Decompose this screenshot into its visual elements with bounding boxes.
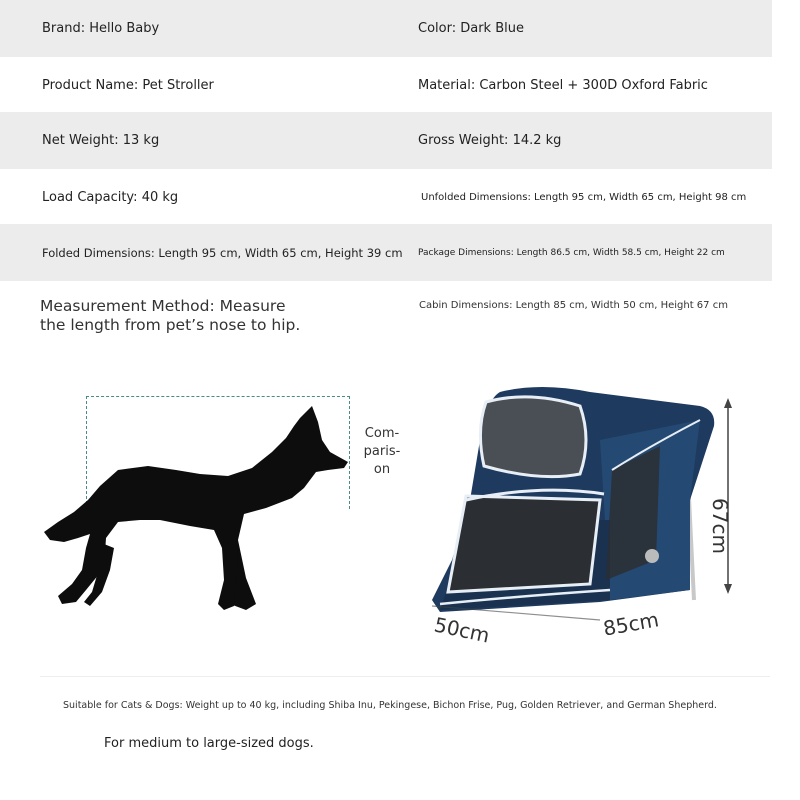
unfolded-dimensions-spec: Unfolded Dimensions: Length 95 cm, Width 65 cm, Height 98 cm	[421, 192, 747, 203]
brand-spec: Brand: Hello Baby	[42, 21, 160, 36]
cabin-dimensions-spec: Cabin Dimensions: Length 85 cm, Width 50 cm, Height 67 cm	[419, 300, 728, 311]
color-spec: Color: Dark Blue	[418, 21, 524, 36]
height-dimension-label: 67cm	[708, 498, 732, 554]
length-dimension-label: 85cm	[601, 607, 661, 641]
comparison-label: Com- paris- on	[363, 426, 401, 477]
dog-silhouette-icon	[44, 406, 348, 610]
net-weight-spec: Net Weight: 13 kg	[42, 133, 160, 148]
pet-stroller-cabin-icon	[432, 387, 732, 620]
suitable-for-text: Suitable for Cats & Dogs: Weight up to 40 kg, including Shiba Inu, Pekingese, Bichon Frise, Pug, Golden Retriever, and German Shepherd.	[63, 700, 717, 711]
dog-size-note: For medium to large-sized dogs.	[104, 736, 314, 751]
gross-weight-spec: Gross Weight: 14.2 kg	[418, 133, 562, 148]
load-capacity-spec: Load Capacity: 40 kg	[42, 190, 179, 205]
product-name-spec: Product Name: Pet Stroller	[42, 78, 214, 93]
folded-dimensions-spec: Folded Dimensions: Length 95 cm, Width 65 cm, Height 39 cm	[42, 245, 403, 260]
width-dimension-label: 50cm	[432, 612, 492, 648]
section-divider	[40, 676, 770, 677]
material-spec: Material: Carbon Steel + 300D Oxford Fabric	[418, 78, 708, 93]
package-dimensions-spec: Package Dimensions: Length 86.5 cm, Width 58.5 cm, Height 22 cm	[418, 247, 725, 258]
measurement-method: Measurement Method: Measure the length from pet’s nose to hip.	[40, 297, 301, 334]
